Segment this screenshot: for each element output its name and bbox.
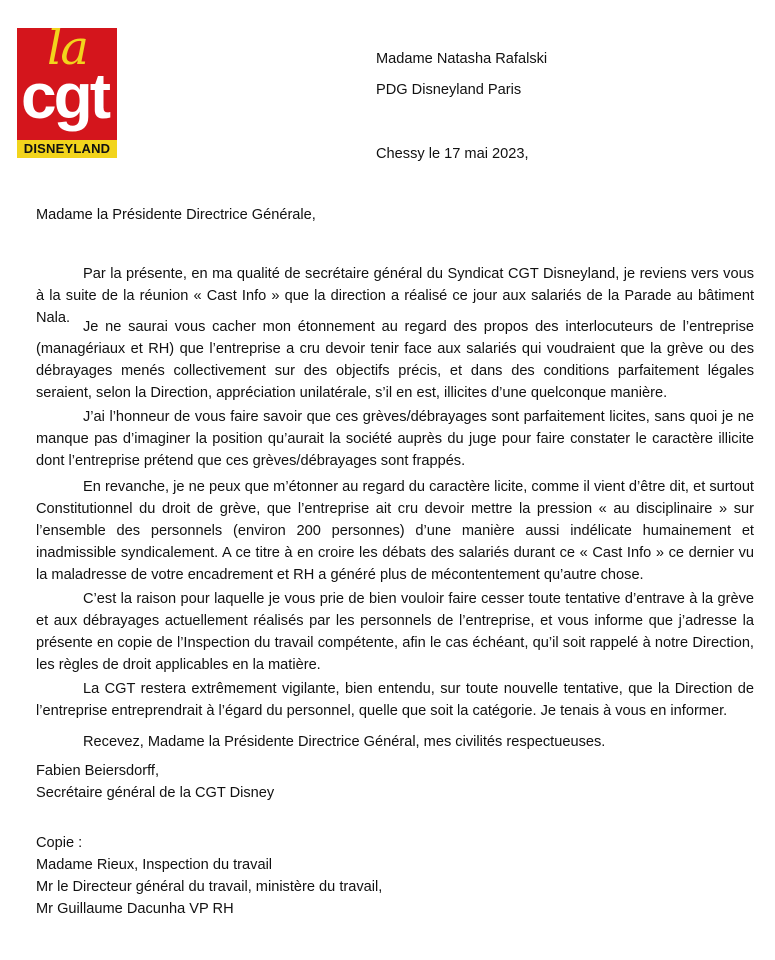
copy-block (36, 832, 382, 920)
logo-cgt-text: cgt (21, 60, 108, 132)
cgt-disneyland-logo (17, 28, 117, 158)
recipient-name: Madame Natasha Rafalski (376, 51, 548, 67)
copy-label: Copie : (36, 835, 83, 851)
paragraph-7: Recevez, Madame la Présidente Directrice Général, mes civilités respectueuses. (83, 734, 606, 750)
copy-recipient: Mr Guillaume Dacunha VP RH (36, 901, 234, 917)
signature-block (36, 760, 274, 804)
copy-recipient: Mr le Directeur général du travail, ministère du travail, (36, 879, 383, 895)
logo-band-text: DISNEYLAND (23, 141, 111, 156)
paragraph-3: J’ai l’honneur de vous faire savoir que ces grèves/débrayages sont parfaitement licites, sans quoi je ne manque pas d’imaginer la position qu’aurait la société auprès du juge pour faire constater le caractère illicite dont l’entreprise prétend que ces grèves/débrayages sont frappés. (36, 409, 754, 469)
paragraph-1: Par la présente, en ma qualité de secrétaire général du Syndicat CGT Disneyland, je reviens vers vous à la suite de la réunion « Cast Info » que la direction a réalisé ce jour aux salariés de la Parade au bâtiment Nala. (36, 266, 754, 326)
copy-recipient: Madame Rieux, Inspection du travail (36, 857, 273, 873)
place-date: Chessy le 17 mai 2023, (376, 146, 529, 162)
paragraph-4: En revanche, je ne peux que m’étonner au regard du caractère licite, comme il vient d’être dit, et surtout Constitutionnel du droit de grève, que l’entreprise ait cru devoir mettre la pression « au disciplinaire » sur l’ensemble des personnels (environ 200 personnes) d’une manière aussi indélicate humainement et inadmissible syndicalement. A ce titre à en croire les débats des salariés durant ce « Cast Info » ce dernier vu la maladresse de votre encadrement et RH a généré plus de mécontentement qu’autre chose. (36, 479, 754, 583)
paragraph-5: C’est la raison pour laquelle je vous prie de bien vouloir faire cesser toute tentative d’entrave à la grève et aux débrayages actuellement réalisés par les personnels de l’entreprise, et vous informe que j’adresse la présente en copie de l’Inspection du travail compétente, afin le cas échéant, qu’il soit rappelé à notre Direction, les règles de droit applicables en la matière. (36, 591, 754, 673)
paragraph-6: La CGT restera extrêmement vigilante, bien entendu, sur toute nouvelle tentative, que la Direction de l’entreprise entreprendrait à l’égard du personnel, quelle que soit la catégorie. Je tenais à vous en informer. (36, 681, 754, 719)
paragraph-2: Je ne saurai vous cacher mon étonnement au regard des propos des interlocuteurs de l’entreprise (managériaux et RH) que l’entreprise a cru devoir tenir face aux salariés qui voudraient que la grève ou des débrayages menés collectivement sur des objectifs précis, et dans des conditions parfaitement légales seraient, selon la Direction, appréciation unilatérale, s’il en est, illicites d’une quelconque manière. (36, 319, 754, 401)
signature-name: Fabien Beiersdorff, (36, 763, 160, 779)
logo-disneyland-band (17, 140, 117, 158)
logo-red-block (17, 28, 117, 140)
recipient-title: PDG Disneyland Paris (376, 82, 522, 98)
logo-la-text: la (47, 28, 87, 76)
salutation: Madame la Présidente Directrice Générale, (36, 207, 316, 223)
signature-role: Secrétaire général de la CGT Disney (36, 785, 275, 801)
